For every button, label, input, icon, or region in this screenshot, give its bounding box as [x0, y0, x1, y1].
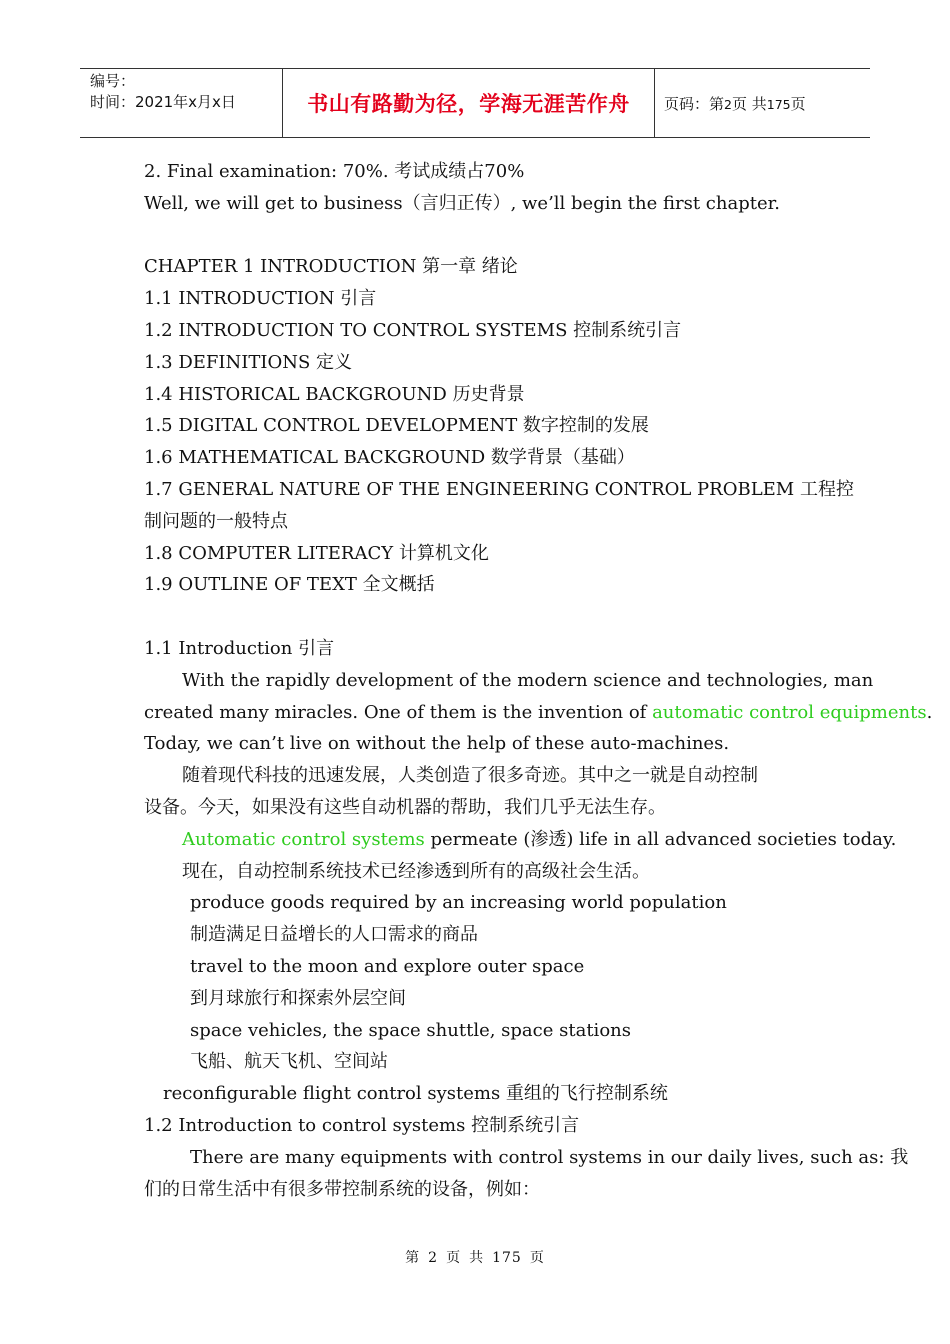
header-page-mid: 页 共	[731, 94, 767, 113]
example-item-cn: 到月球旅行和探索外层空间	[190, 987, 406, 1009]
example-item-cn: 飞船、航天飞机、空间站	[190, 1051, 388, 1073]
paragraph-text: .	[926, 701, 933, 723]
paragraph-line: With the rapidly development of the modern science and technologies, man	[182, 669, 874, 691]
footer-page-number: 2	[428, 1250, 439, 1266]
page-footer	[0, 1247, 950, 1267]
header-motto-cell	[282, 69, 655, 137]
business-line: Well, we will get to business（言归正传）, we’ll begin the first chapter.	[144, 192, 780, 214]
paragraph-line-cn: 们的日常生活中有很多带控制系统的设备，例如：	[144, 1178, 540, 1200]
toc-item-continuation: 制问题的一般特点	[144, 510, 288, 532]
example-item: produce goods required by an increasing world population	[190, 892, 727, 914]
chapter-title: CHAPTER 1 INTRODUCTION 第一章 绪论	[144, 256, 518, 278]
toc-item: 1.4 HISTORICAL BACKGROUND 历史背景	[144, 383, 525, 405]
paragraph-text: created many miracles. One of them is the invention of	[144, 701, 653, 723]
toc-item: 1.2 INTRODUCTION TO CONTROL SYSTEMS 控制系统引言	[144, 319, 682, 341]
example-item: space vehicles, the space shuttle, space stations	[190, 1019, 631, 1041]
toc-item: 1.9 OUTLINE OF TEXT 全文概括	[144, 574, 435, 596]
spacer	[144, 220, 807, 252]
header-page-label: 页码：第	[664, 94, 725, 113]
header-motto: 书山有路勤为径，学海无涯苦作舟	[307, 92, 630, 116]
paragraph-line-cn: 设备。今天，如果没有这些自动机器的帮助，我们几乎无法生存。	[144, 796, 666, 818]
header-meta-cell	[80, 69, 282, 137]
footer-ye: 页	[529, 1250, 545, 1266]
toc-item: 1.8 COMPUTER LITERACY 计算机文化	[144, 542, 489, 564]
section-heading-1-2: 1.2 Introduction to control systems 控制系统引言	[144, 1114, 580, 1136]
highlighted-term: Automatic control systems	[182, 828, 425, 850]
highlighted-term: automatic control equipments	[652, 701, 927, 723]
footer-ye: 页	[446, 1250, 462, 1266]
spacer	[144, 601, 807, 633]
toc-item: 1.1 INTRODUCTION 引言	[144, 288, 377, 310]
paragraph-text: permeate (渗透) life in all advanced societies today.	[424, 828, 897, 850]
reconfig-line: reconfigurable flight control systems 重组的飞行控制系统	[163, 1083, 668, 1105]
header-time-label: 时间：2021年x月x日	[90, 93, 236, 111]
footer-gong: 共	[469, 1250, 485, 1266]
paragraph-line	[144, 824, 897, 856]
header-page-end: 页	[790, 94, 806, 113]
header-page-total: 175	[766, 96, 791, 112]
example-item: travel to the moon and explore outer space	[190, 955, 585, 977]
footer-page-total: 175	[492, 1250, 522, 1266]
toc-item: 1.6 MATHEMATICAL BACKGROUND 数学背景（基础）	[144, 447, 635, 469]
header-page-indicator	[664, 93, 806, 114]
footer-di: 第	[405, 1250, 421, 1266]
document-header	[80, 68, 870, 138]
toc-item: 1.7 GENERAL NATURE OF THE ENGINEERING CONTROL PROBLEM 工程控	[144, 478, 854, 500]
paragraph-line: Today, we can’t live on without the help of these auto-machines.	[144, 733, 730, 755]
section-heading-1-1: 1.1 Introduction 引言	[144, 637, 335, 659]
exam-line: 2. Final examination: 70%. 考试成绩占70%	[144, 161, 525, 182]
toc-item: 1.5 DIGITAL CONTROL DEVELOPMENT 数字控制的发展	[144, 415, 649, 437]
paragraph-line: There are many equipments with control systems in our daily lives, such as: 我	[190, 1146, 909, 1168]
example-item-cn: 制造满足日益增长的人口需求的商品	[190, 924, 478, 946]
paragraph-line	[144, 697, 933, 729]
header-page-number: 2	[724, 96, 732, 112]
paragraph-line-cn: 随着现代科技的迅速发展，人类创造了很多奇迹。其中之一就是自动控制	[182, 765, 758, 787]
toc-item: 1.3 DEFINITIONS 定义	[144, 351, 353, 373]
document-body	[144, 156, 933, 1205]
header-page-cell	[655, 69, 870, 137]
paragraph-line-cn: 现在，自动控制系统技术已经渗透到所有的高级社会生活。	[182, 860, 650, 882]
header-number-label: 编号：	[90, 72, 136, 90]
